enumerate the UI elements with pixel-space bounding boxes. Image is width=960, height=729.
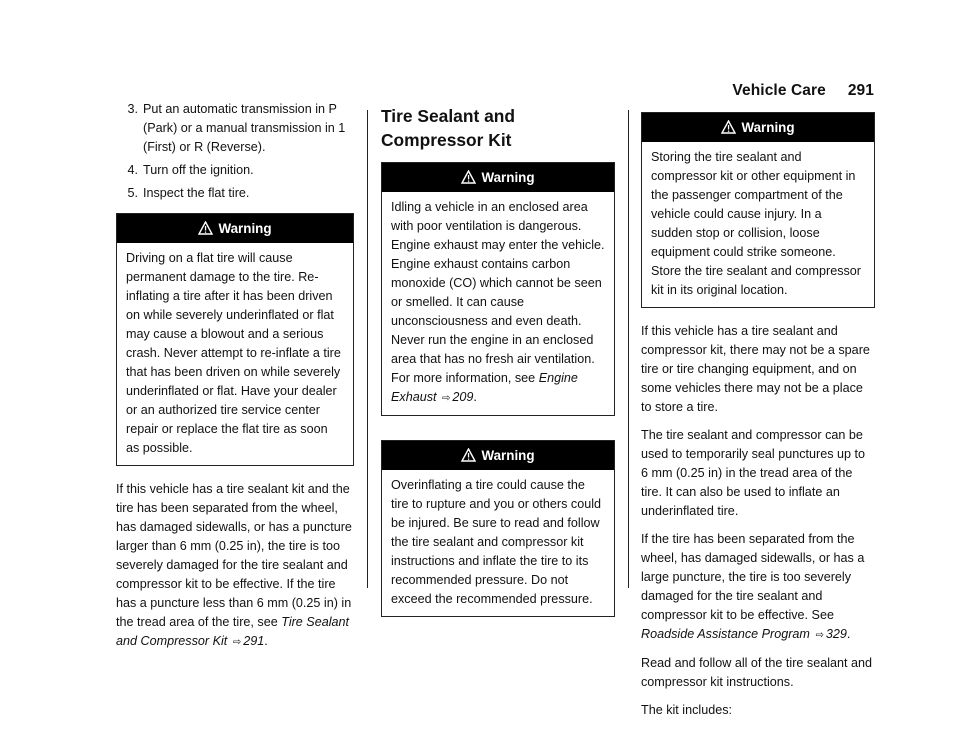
paragraph-read-instructions: Read and follow all of the tire sealant and compressor kit instructions. xyxy=(641,656,873,689)
warning-body: Driving on a flat tire will cause permanent damage to the tire. Re-inflating a tire after it has been driven on while severely underinflated or flat may cause a blowout and a serious crash. Never attempt to re-inflate a tire that has been driven on while severely underinflated or flat. Have your dealer or an authorized tire service center repair or replace the flat tire as soon as possible. xyxy=(126,251,341,455)
warning-header xyxy=(382,441,614,470)
paragraph-sealant-kit: If this vehicle has a tire sealant kit and the tire has been separated from the wheel, has damaged sidewalls, or has a puncture larger than 6 mm (0.25 in), the tire is too severely damaged for the tire sealant and compressor kit to be effective. If the tire has a puncture less than 6 mm (0.25 in) in the tread area of the tire, see Tire Sealant and Compressor Kit ⇨ 291. xyxy=(116,482,352,648)
warning-triangle-icon xyxy=(461,165,476,194)
warning-title: Warning xyxy=(741,120,795,135)
step-text: Turn off the ignition. xyxy=(143,163,254,177)
cross-reference-link[interactable]: Engine Exhaust xyxy=(391,371,578,404)
cross-reference-page[interactable]: 329 xyxy=(825,627,847,641)
cross-reference-page[interactable]: 209 xyxy=(452,390,474,404)
paragraph-kit-includes: The kit includes: xyxy=(641,703,732,717)
warning-triangle-icon xyxy=(721,115,736,144)
paragraph-spare-tire: If this vehicle has a tire sealant and compressor kit, there may not be a spare tire or tire changing equipment, and on some vehicles there may not be a place to store a tire. xyxy=(641,324,870,414)
page-header xyxy=(732,82,874,100)
warning-title: Warning xyxy=(481,448,535,463)
step-text: Put an automatic transmission in P (Park) or a manual transmission in 1 (First) or R (Reverse). xyxy=(143,102,346,154)
cross-reference-page[interactable]: 291 xyxy=(243,634,265,648)
warning-title: Warning xyxy=(218,221,272,236)
warning-triangle-icon xyxy=(198,216,213,245)
page-arrow-icon: ⇨ xyxy=(232,637,242,648)
warning-title: Warning xyxy=(481,170,535,185)
warning-header xyxy=(642,113,874,142)
column-right xyxy=(641,100,875,729)
warning-box-storage xyxy=(641,112,875,308)
cross-reference-link[interactable]: Roadside Assistance Program xyxy=(641,627,810,641)
warning-body: Overinflating a tire could cause the tire to rupture and you or others could be injured. Be sure to read and follow the tire sealant and compressor kit instructions and inflate the tire to its recommended pressure. Do not exceed the recommended pressure. xyxy=(391,478,602,606)
page-arrow-icon: ⇨ xyxy=(815,630,824,641)
step-number: 5. xyxy=(127,186,138,200)
column-divider-right xyxy=(628,110,629,588)
section-title: Tire Sealant and Compressor Kit xyxy=(381,106,516,150)
step-text: Inspect the flat tire. xyxy=(143,186,250,200)
page-arrow-icon: ⇨ xyxy=(442,393,451,404)
step-4 xyxy=(116,161,354,180)
paragraph-seal-punctures: The tire sealant and compressor can be used to temporarily seal punctures up to 6 mm (0.25 in) in the tread area of the tire. It can also be used to inflate an underinflated tire. xyxy=(641,428,866,518)
warning-box-overinflating xyxy=(381,440,615,617)
step-number: 4. xyxy=(127,163,138,177)
step-3 xyxy=(116,100,354,157)
warning-triangle-icon xyxy=(461,443,476,472)
warning-body: Storing the tire sealant and compressor kit or other equipment in the passenger compartment of the vehicle could cause injury. In a sudden stop or collision, loose equipment could strike someone. Store the tire sealant and compressor kit in its original location. xyxy=(651,150,862,297)
step-number: 3. xyxy=(127,102,138,116)
warning-header xyxy=(117,214,353,243)
section-name: Vehicle Care xyxy=(732,82,826,99)
warning-box-exhaust xyxy=(381,162,615,416)
paragraph-severe-damage: If the tire has been separated from the wheel, has damaged sidewalls, or has a large puncture, the tire is too severely damaged for the tire sealant and compressor kit to be effective. See Roadside Assistance Program ⇨ 329. xyxy=(641,532,865,641)
page-number: 291 xyxy=(847,82,874,99)
column-middle xyxy=(381,100,615,631)
column-left xyxy=(116,100,354,661)
warning-header xyxy=(382,163,614,192)
warning-body: Idling a vehicle in an enclosed area with poor ventilation is dangerous. Engine exhaust may enter the vehicle. Engine exhaust contains carbon monoxide (CO) which cannot be seen or smelled. It can cause unconsciousness and even death. Never run the engine in an enclosed area that has no fresh air ventilation. For more information, see Engine Exhaust ⇨ 209. xyxy=(391,200,605,404)
column-divider-left xyxy=(367,110,368,588)
cross-reference-link[interactable]: Tire Sealant and Compressor Kit xyxy=(116,615,350,648)
warning-box-flat-tire xyxy=(116,213,354,466)
step-5 xyxy=(116,184,354,203)
